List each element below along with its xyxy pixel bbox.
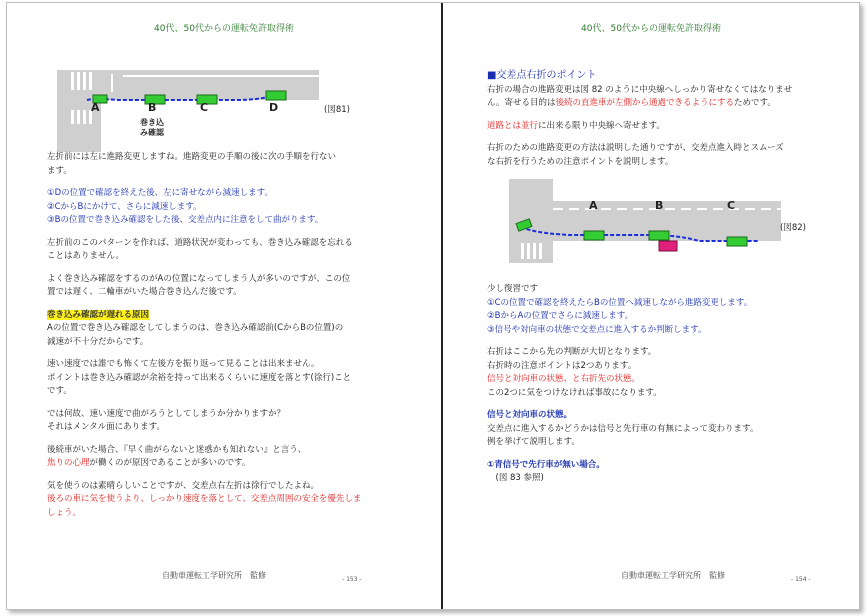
- fig81-label-c: C: [200, 101, 209, 114]
- text-line: [47, 385, 397, 399]
- fig81-caption: (図81): [324, 105, 350, 115]
- text-span: 後ろの車に気を使うより、しっかり速度を落として、交差点周囲の安全を優先しま: [47, 494, 362, 504]
- text-span: 焦りの心理: [47, 458, 90, 468]
- text-line: [47, 507, 397, 521]
- text-line: [487, 120, 847, 134]
- paragraph-gap: [47, 228, 397, 237]
- text-line: [47, 286, 397, 300]
- text-line: [47, 372, 397, 386]
- text-line: [487, 324, 847, 338]
- text-line: [47, 187, 397, 201]
- text-span: ①青信号で先行車が無い場合。: [487, 459, 605, 470]
- text-span: 減速が不十分だからです。: [47, 336, 149, 347]
- text-line: [47, 237, 397, 251]
- text-line: [487, 459, 847, 473]
- text-line: [487, 387, 847, 401]
- text-line: [487, 156, 847, 170]
- text-span: ためです。: [734, 98, 776, 108]
- right-page-header: 40代、50代からの運転免許取得術: [581, 24, 721, 34]
- text-span: Aの位置で巻き込み確認をしてしまうのは、巻き込み確認前(CからBの位置)の: [47, 323, 344, 333]
- text-span: が働くのが原因であることが多いのです。: [89, 458, 251, 468]
- right-page-footer: [621, 570, 811, 583]
- text-span: 信号と対向車の状態、と右折先の状態。: [487, 374, 641, 384]
- paragraph-gap: [487, 486, 847, 495]
- text-span: 右折はここから先の判断が大切となります。: [487, 347, 657, 357]
- left-page-footer: [162, 570, 362, 583]
- text-span: な右折を行うための注意ポイントを説明します。: [487, 156, 674, 167]
- text-span: 道路とは並行: [487, 120, 539, 131]
- text-span: ます。: [47, 165, 72, 176]
- fig81-label-a: A: [91, 101, 100, 114]
- text-line: [487, 310, 847, 324]
- right-page-body-top: [487, 69, 847, 178]
- text-span: ①Cの位置で確認を終えたらBの位置へ減速しながら進路変更します。: [487, 297, 753, 308]
- text-span: 巻き込み確認が遅れる原因: [47, 309, 150, 320]
- paragraph-gap: [487, 169, 847, 178]
- text-span: よく巻き込み確認をするのがAの位置になってしまう人が多いのですが、この位: [47, 273, 351, 284]
- text-span: 交差点に進入するかどうかは信号と先行車の有無によって変わります。: [487, 423, 759, 434]
- fig82-label-b: B: [655, 199, 664, 212]
- text-line: [47, 165, 397, 179]
- text-span: この2つに気をつけなければ事故になります。: [487, 387, 662, 398]
- left-page-header: 40代、50代からの運転免許取得術: [154, 24, 294, 34]
- text-span: 左折前のこのパターンを作れば、道路状況が変わっても、巻き込み確認を忘れる: [47, 237, 353, 248]
- text-span: 右折のための進路変更の方法は説明した通りですが、交差点進入時とスムーズ: [487, 143, 784, 153]
- text-line: [487, 283, 847, 297]
- text-line: [47, 408, 397, 422]
- paragraph-gap: [47, 399, 397, 408]
- fig81-warning-line2: み確認: [140, 128, 164, 137]
- fig82-label-a: A: [589, 199, 598, 212]
- right-page-number: - 154 -: [791, 576, 811, 583]
- text-span: (図 83 参照): [487, 473, 544, 483]
- fig81-label-d: D: [269, 101, 279, 114]
- text-span: ■交差点右折のポイント: [487, 70, 597, 81]
- text-span: 左折前には左に進路変更しますね。進路変更の手順の後に次の手順を行ない: [47, 152, 337, 162]
- text-line: [47, 421, 397, 435]
- paragraph-gap: [47, 520, 397, 529]
- text-span: 右折時の注意ポイントは2つあります。: [487, 360, 637, 371]
- text-line: [47, 336, 397, 350]
- text-span: ②CからBにかけて、さらに減速します。: [47, 201, 202, 212]
- text-span: 後続車がいた場合、『早く曲がらないと迷惑かも知れない』と言う、: [47, 444, 307, 455]
- left-page-body: [47, 151, 397, 529]
- text-line: [47, 493, 397, 507]
- text-line: [47, 273, 397, 287]
- right-page: [443, 3, 859, 609]
- text-span: ①Dの位置で確認を終えた後、左に寄せながら減速します。: [47, 188, 273, 198]
- text-line: [47, 214, 397, 228]
- text-span: ポイントは巻き込み確認が余裕を持って出来るくらいに速度を落とす(徐行)こと: [47, 372, 352, 383]
- paragraph-gap: [487, 450, 847, 459]
- text-line: [487, 142, 847, 156]
- left-page-number: - 153 -: [342, 576, 362, 583]
- text-line: [487, 84, 847, 98]
- book-spread: [6, 2, 860, 610]
- text-line: [487, 97, 847, 111]
- right-footer-credit: 自動車運転工学研究所 監修: [621, 571, 725, 580]
- fig82-label-c: C: [727, 199, 736, 212]
- fig81-warning-line1: 巻き込: [140, 118, 164, 127]
- paragraph-gap: [47, 435, 397, 444]
- fig81-label-b: B: [148, 101, 157, 114]
- fig82-caption: (図82): [780, 223, 806, 233]
- text-span: では何故、速い速度で曲がろうとしてしまうか分かりますか？: [47, 408, 286, 419]
- text-line: [47, 309, 397, 323]
- text-span: 置では遅く、二輪車がいた場合巻き込んだ後です。: [47, 287, 242, 297]
- text-span: ③信号や対向車の状態で交差点に進入するか判断します。: [487, 324, 707, 335]
- text-span: 速い速度では誰でも怖くて左後方を振り返って見ることは出来ません。: [47, 359, 320, 369]
- text-span: ③Bの位置で巻き込み確認をした後、交差点内に注意をして曲がります。: [47, 215, 324, 225]
- text-span: 信号と対向車の状態。: [487, 410, 573, 420]
- text-line: [47, 444, 397, 458]
- text-line: [487, 436, 847, 450]
- text-line: [47, 358, 397, 372]
- text-span: しょう。: [47, 507, 82, 518]
- text-span: ②BからAの位置でさらに減速します。: [487, 311, 634, 321]
- text-line: [47, 201, 397, 215]
- text-span: それはメンタル面にあります。: [47, 422, 165, 432]
- paragraph-gap: [47, 178, 397, 187]
- text-span: です。: [47, 386, 72, 396]
- figure-82-diagram: [509, 179, 781, 263]
- paragraph-gap: [47, 349, 397, 358]
- right-page-body-bottom: [487, 283, 847, 495]
- text-line: [487, 409, 847, 423]
- text-span: ことはありません。: [47, 251, 125, 261]
- paragraph-gap: [487, 337, 847, 346]
- text-line: [47, 480, 397, 494]
- text-span: 右折の場合の進路変更は図 82 のように中央線へしっかり寄せなくてはなりませ: [487, 84, 793, 95]
- text-line: [47, 151, 397, 165]
- text-line: [47, 250, 397, 264]
- text-line: [487, 69, 847, 84]
- left-page: [7, 3, 441, 609]
- left-footer-credit: 自動車運転工学研究所 監修: [162, 571, 266, 580]
- text-span: 例を挙げて説明します。: [487, 437, 580, 447]
- text-span: 後続の直進車が左側から通過できるようにする: [555, 98, 735, 108]
- text-line: [487, 373, 847, 387]
- text-line: [487, 472, 847, 486]
- text-line: [487, 297, 847, 311]
- paragraph-gap: [487, 111, 847, 120]
- text-span: に出来る限り中央線へ寄せます。: [538, 120, 665, 131]
- text-line: [487, 423, 847, 437]
- text-span: 少し復習です: [487, 284, 539, 294]
- text-span: 気を使うのは素晴らしいことですが、交差点右左折は徐行でしたよね。: [47, 480, 320, 491]
- text-line: [487, 360, 847, 374]
- paragraph-gap: [487, 133, 847, 142]
- paragraph-gap: [47, 471, 397, 480]
- text-line: [487, 346, 847, 360]
- paragraph-gap: [47, 300, 397, 309]
- paragraph-gap: [47, 264, 397, 273]
- text-span: ん。寄せる目的は: [487, 98, 556, 108]
- paragraph-gap: [487, 400, 847, 409]
- text-line: [47, 322, 397, 336]
- text-line: [47, 457, 397, 471]
